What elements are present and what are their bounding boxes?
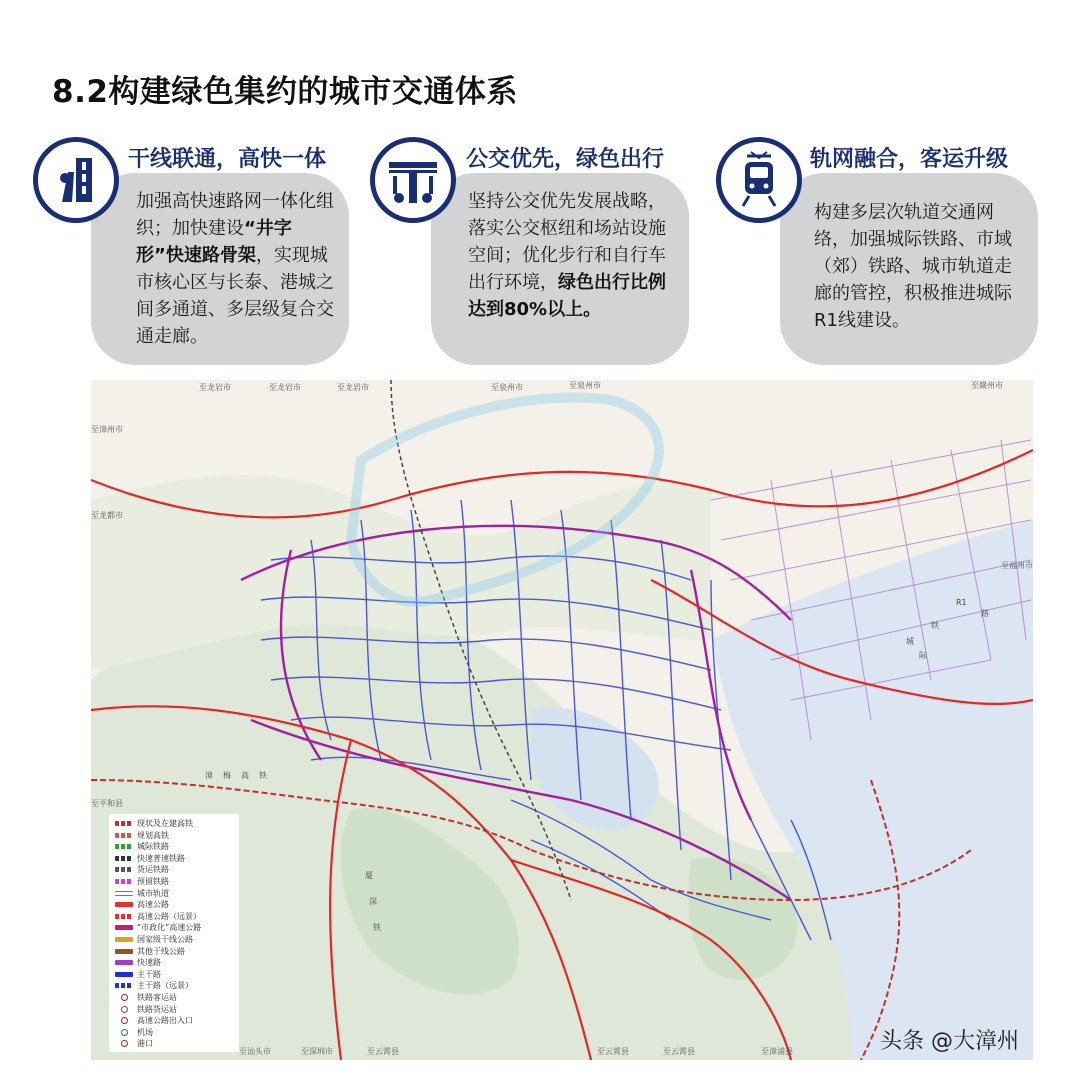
transport-map [91, 380, 1033, 1060]
legend-swatch [115, 972, 133, 977]
map-annotation: 路 [981, 609, 989, 618]
legend-swatch [121, 1040, 128, 1047]
legend-item [115, 830, 239, 842]
place-label: 至平和县 [91, 799, 123, 808]
legend-item [115, 1038, 239, 1050]
legend-item [115, 876, 239, 888]
highway-icon [33, 137, 119, 223]
map-annotation: 厦 [365, 871, 373, 880]
place-label: 至漳浦县 [761, 1047, 793, 1056]
legend-swatch [115, 844, 133, 849]
legend-label: 主干路（远景） [137, 981, 193, 991]
legend-swatch [115, 833, 133, 838]
legend-label: 货运铁路 [137, 865, 169, 875]
place-label: 至龙岩市 [269, 383, 301, 392]
bus-station-icon [370, 137, 456, 223]
legend-label: 规划高铁 [137, 830, 169, 840]
place-label: 至龙都市 [91, 511, 123, 520]
map-annotation: 铁 [259, 771, 267, 780]
legend-label: 港口 [137, 1039, 153, 1049]
legend-label: 城市轨道 [137, 888, 169, 898]
legend-swatch [115, 983, 133, 988]
watermark-text: 头条 @大漳州 [880, 1029, 1019, 1054]
card-text-segment: 构建多层次轨道交通网络，加强城际铁路、市域（郊）铁路、城市轨道走廊的管控，积极推进城际R1线建设。 [814, 202, 1012, 331]
place-label: 至龙岩市 [199, 383, 231, 392]
legend-item [115, 911, 239, 923]
card-text-highway [136, 188, 336, 350]
place-label: 至福州市 [1001, 561, 1033, 570]
legend-label: 其他干线公路 [137, 946, 185, 956]
train-icon [716, 137, 802, 223]
card-title-rail: 轨网融合，客运升级 [810, 147, 1009, 172]
map-annotation: 梅 [223, 771, 231, 780]
place-label: 至泉州市 [569, 381, 601, 390]
legend-swatch [115, 949, 133, 954]
card-title-bus: 公交优先，绿色出行 [466, 147, 665, 172]
legend-item [115, 818, 239, 830]
legend-item [115, 922, 239, 934]
legend-swatch [115, 821, 133, 826]
legend-swatch [121, 1029, 128, 1036]
place-label: 至汕头市 [239, 1047, 271, 1056]
map-legend [109, 814, 239, 1052]
legend-label: 高速公路 [137, 900, 169, 910]
map-annotation: 际 [919, 651, 927, 660]
legend-item [115, 899, 239, 911]
legend-label: 快速普速铁路 [137, 853, 185, 863]
legend-swatch [115, 856, 133, 861]
legend-swatch [115, 879, 133, 884]
card-title-highway: 干线联通，高快一体 [128, 147, 327, 172]
card-text-segment: ，实现城市核心区与长泰、港城之间多通道、多层级复合交通走廊。 [136, 245, 334, 347]
legend-item [115, 888, 239, 900]
legend-label: 主干路 [137, 969, 161, 979]
legend-item [115, 1015, 239, 1027]
card-text-segment: 加强高快速路网一体化组织；加快建设 [136, 191, 334, 239]
legend-item [115, 934, 239, 946]
legend-item [115, 957, 239, 969]
legend-label: 高速公路（远景） [137, 911, 201, 921]
card-text-bold-segment: “井字形”快速路骨架 [136, 218, 292, 266]
legend-swatch [115, 914, 133, 919]
card-text-rail [814, 199, 1026, 334]
legend-label: 快速路 [137, 958, 161, 968]
place-label: 至云霄县 [597, 1047, 629, 1056]
legend-label: 铁路客运站 [137, 993, 177, 1002]
legend-swatch [115, 891, 133, 896]
place-label: 至漳州市 [91, 425, 123, 434]
legend-label: 国家级干线公路 [137, 935, 193, 944]
legend-label: 现状及在建高铁 [137, 819, 193, 828]
legend-swatch [121, 1006, 128, 1013]
legend-label: 机场 [137, 1027, 153, 1037]
place-label: 至龙岩市 [337, 383, 369, 392]
legend-swatch [115, 902, 133, 907]
legend-swatch [121, 1017, 128, 1024]
legend-item [115, 946, 239, 958]
card-text-bold-segment: 绿色出行比例达到80%以上。 [468, 272, 666, 320]
place-label: 至云霄县 [367, 1047, 399, 1056]
legend-swatch [115, 867, 133, 872]
place-label: 至赣州市 [971, 381, 1003, 390]
map-annotation: 城 [906, 637, 914, 646]
legend-item [115, 853, 239, 865]
legend-label: 铁路货运站 [137, 1004, 177, 1014]
legend-item [115, 969, 239, 981]
legend-label: 预留铁路 [137, 877, 169, 886]
legend-item [115, 864, 239, 876]
legend-item [115, 980, 239, 992]
legend-swatch [115, 960, 133, 965]
map-annotation: 深 [369, 897, 377, 906]
page-title: 8.2构建绿色集约的城市交通体系 [52, 74, 518, 110]
card-text-segment: 坚持公交优先发展战略，落实公交枢纽和场站设施空间；优化步行和自行车出行环境， [468, 191, 666, 293]
map-annotation: 漳 [205, 771, 213, 780]
map-annotation: 铁 [931, 621, 939, 630]
card-text-bus [468, 188, 670, 323]
map-annotation: R1 [956, 598, 967, 607]
legend-swatch [121, 994, 128, 1001]
legend-swatch [115, 925, 133, 930]
legend-label: 城际铁路 [137, 842, 169, 852]
legend-item [115, 1027, 239, 1039]
legend-label: “市政化”高速公路 [137, 923, 202, 933]
legend-item [115, 1004, 239, 1016]
place-label: 至泉州市 [491, 383, 523, 392]
map-annotation: 铁 [373, 923, 381, 932]
legend-item [115, 841, 239, 853]
legend-label: 高速公路出入口 [137, 1016, 193, 1026]
place-label: 至深圳市 [301, 1047, 333, 1056]
legend-swatch [115, 937, 133, 942]
legend-item [115, 992, 239, 1004]
place-label: 至云霄县 [663, 1047, 695, 1056]
map-annotation: 高 [241, 771, 249, 780]
